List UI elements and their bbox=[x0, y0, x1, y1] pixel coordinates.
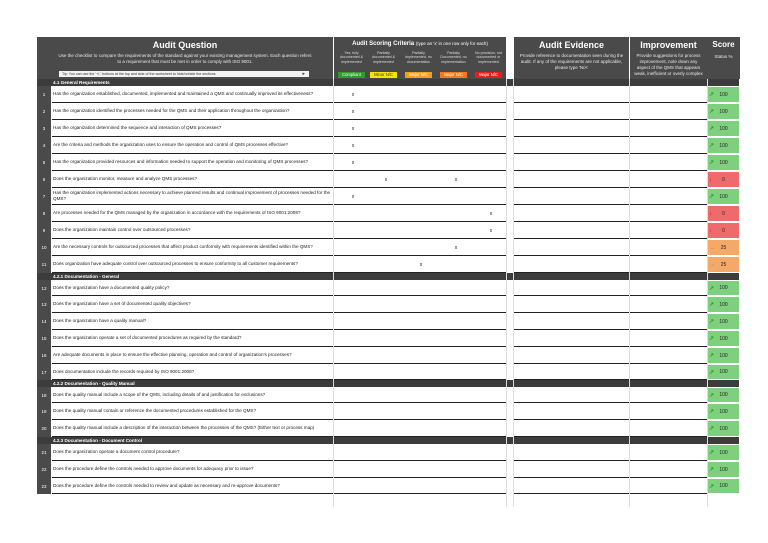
evidence-cell[interactable] bbox=[514, 239, 629, 256]
checklist-row bbox=[37, 330, 739, 347]
criteria-header bbox=[334, 37, 506, 79]
criteria-cell[interactable] bbox=[334, 296, 506, 313]
up-arrow-icon: ↗ bbox=[709, 126, 715, 132]
up-arrow-icon: ↗ bbox=[709, 483, 715, 490]
score-value: 100 bbox=[719, 193, 728, 200]
improvement-cell[interactable] bbox=[630, 86, 707, 103]
question-text: Does the organization operate a set of documented procedures as required by the standard? bbox=[52, 330, 333, 347]
criteria-cell[interactable] bbox=[334, 420, 506, 437]
tip-text: Tip: You can use the '+/-' buttons at the top and side of the worksheet to hide/unhide the sections bbox=[62, 72, 216, 76]
row-number: 4 bbox=[37, 137, 51, 154]
checklist-row bbox=[37, 347, 739, 364]
score-cell bbox=[708, 445, 739, 460]
score-value: 25 bbox=[720, 261, 727, 268]
checklist-row bbox=[37, 403, 739, 420]
score-value: 0 bbox=[722, 210, 725, 217]
down-arrow-icon: ↓ bbox=[709, 176, 712, 183]
criteria-mark[interactable]: x bbox=[489, 210, 493, 217]
audit-evidence-description: Provide reference to documentation seen during the audit. If any of the requirements are not applicable, please type 'N/A' bbox=[519, 53, 624, 70]
score-cell bbox=[708, 281, 739, 295]
score-cell bbox=[708, 404, 739, 419]
score-value: 100 bbox=[719, 108, 728, 115]
up-arrow-icon: ↗ bbox=[709, 285, 715, 292]
score-cell bbox=[708, 189, 739, 204]
criteria-cell[interactable] bbox=[334, 137, 506, 154]
score-value: 100 bbox=[719, 408, 728, 415]
question-text: Does the quality manual include a description of the interaction between the processes of the QMS? (Either text or process map) bbox=[52, 420, 333, 437]
improvement-cell[interactable] bbox=[630, 188, 707, 205]
evidence-cell[interactable] bbox=[514, 313, 629, 330]
evidence-cell[interactable] bbox=[514, 461, 629, 478]
score-value: 100 bbox=[719, 425, 728, 432]
evidence-cell[interactable] bbox=[514, 256, 629, 273]
criteria-cell[interactable] bbox=[334, 444, 506, 461]
score-cell bbox=[708, 421, 739, 436]
improvement-cell[interactable] bbox=[630, 222, 707, 239]
score-value: 100 bbox=[719, 301, 728, 308]
criteria-cell[interactable] bbox=[334, 478, 506, 494]
criteria-mark[interactable]: x bbox=[384, 176, 388, 183]
score-cell bbox=[708, 87, 739, 102]
criteria-cell[interactable] bbox=[334, 364, 506, 380]
criteria-mark[interactable]: x bbox=[489, 227, 493, 234]
checklist-row bbox=[37, 188, 739, 205]
criteria-note: (type an 'x' in one row only for each) bbox=[415, 41, 488, 46]
criteria-cell[interactable] bbox=[334, 239, 506, 256]
section-header bbox=[37, 273, 739, 280]
side-arrow-icon: → bbox=[709, 261, 715, 268]
up-arrow-icon: ↗ bbox=[709, 426, 715, 432]
question-text: Does the organization have a documented quality policy? bbox=[52, 280, 333, 296]
improvement-box bbox=[630, 37, 707, 79]
question-text: Does the organization monitor, measure and analyze QMS processes? bbox=[52, 171, 333, 188]
side-arrow-icon: → bbox=[709, 244, 715, 251]
up-arrow-icon: ↗ bbox=[709, 194, 715, 200]
up-arrow-icon: ↗ bbox=[709, 409, 715, 415]
question-text: Does organization have adequate control over outsourced processes to ensure conformity to all customer requirements? bbox=[52, 256, 333, 273]
score-cell bbox=[708, 223, 739, 238]
row-number: 2 bbox=[37, 103, 51, 120]
criteria-cell[interactable] bbox=[334, 188, 506, 205]
row-number: 23 bbox=[37, 478, 51, 494]
section-header bbox=[37, 380, 739, 387]
score-cell bbox=[708, 240, 739, 255]
tip-box bbox=[59, 71, 309, 77]
checklist-row bbox=[37, 103, 739, 120]
score-value: 25 bbox=[720, 244, 727, 251]
question-text: Does the quality manual contain or reference the documented procedures established for the QMS? bbox=[52, 403, 333, 420]
question-text: Are the necessary controls for outsourced processes that affect product conformity with requirements identified within the QMS? bbox=[52, 239, 333, 256]
row-number: 17 bbox=[37, 364, 51, 380]
question-text: Does the organization maintain control over outsourced processes? bbox=[52, 222, 333, 239]
criteria-cell[interactable] bbox=[334, 313, 506, 330]
checklist-row bbox=[37, 280, 739, 296]
evidence-cell[interactable] bbox=[514, 154, 629, 171]
score-value: 0 bbox=[722, 176, 725, 183]
question-text: Does the quality manual include a scope of the QMS, including details of and justification for exclusions? bbox=[52, 387, 333, 403]
audit-evidence-title: Audit Evidence bbox=[538, 40, 604, 50]
criteria-label-2: Partially documented & implemented bbox=[371, 51, 396, 64]
criteria-cell[interactable] bbox=[334, 120, 506, 137]
question-text: Has the organization implemented actions necessary to achieve planned results and continual improvement of processes needed for the QMS? bbox=[52, 188, 333, 205]
evidence-cell[interactable] bbox=[514, 444, 629, 461]
criteria-cell[interactable] bbox=[334, 387, 506, 403]
row-number: 1 bbox=[37, 86, 51, 103]
row-number: 12 bbox=[37, 280, 51, 296]
criteria-cell[interactable] bbox=[334, 86, 506, 103]
row-number: 21 bbox=[37, 444, 51, 461]
row-number: 20 bbox=[37, 420, 51, 437]
improvement-cell[interactable] bbox=[630, 313, 707, 330]
row-number: 22 bbox=[37, 461, 51, 478]
criteria-mark[interactable]: x bbox=[419, 261, 423, 268]
criteria-title-line bbox=[334, 41, 506, 47]
criteria-mark[interactable]: x bbox=[351, 91, 355, 98]
checklist-row bbox=[37, 364, 739, 380]
score-value: 100 bbox=[719, 466, 728, 473]
score-value: 100 bbox=[719, 285, 728, 291]
improvement-cell[interactable] bbox=[630, 347, 707, 364]
column-divider bbox=[629, 79, 630, 507]
score-value: 0 bbox=[722, 227, 725, 234]
criteria-cell[interactable] bbox=[334, 154, 506, 171]
evidence-cell[interactable] bbox=[514, 103, 629, 120]
audit-question-header bbox=[37, 37, 333, 79]
audit-question-description: Use the checklist to compare the requirements of the standard against your existing management system. Each question refers to a requirement that must be met in order to comply with ISO 9001. bbox=[58, 53, 312, 64]
checklist-row bbox=[37, 222, 739, 239]
evidence-cell[interactable] bbox=[514, 86, 629, 103]
collapse-arrow-icon[interactable]: ▸ bbox=[302, 71, 305, 77]
criteria-mark[interactable]: x bbox=[454, 176, 458, 183]
evidence-cell[interactable] bbox=[514, 387, 629, 403]
section-title: 4.2.2 Documentation - Quality Manual bbox=[53, 381, 135, 386]
section-header bbox=[37, 437, 739, 444]
criteria-mark[interactable]: x bbox=[351, 125, 355, 132]
up-arrow-icon: ↗ bbox=[709, 109, 715, 115]
evidence-cell[interactable] bbox=[514, 188, 629, 205]
score-value: 100 bbox=[719, 483, 728, 489]
score-value: 100 bbox=[719, 392, 728, 398]
row-number: 16 bbox=[37, 347, 51, 364]
section-title: 4.2.1 Documentation - General bbox=[53, 274, 120, 279]
audit-checklist-sheet bbox=[37, 37, 739, 507]
criteria-mark[interactable]: x bbox=[351, 108, 355, 115]
question-text: Does the organization operate a document control procedure? bbox=[52, 444, 333, 461]
checklist-row bbox=[37, 461, 739, 478]
criteria-cell[interactable] bbox=[334, 205, 506, 222]
checklist-row bbox=[37, 137, 739, 154]
checklist-row bbox=[37, 120, 739, 137]
row-number: 13 bbox=[37, 296, 51, 313]
improvement-cell[interactable] bbox=[630, 120, 707, 137]
evidence-cell[interactable] bbox=[514, 280, 629, 296]
evidence-cell[interactable] bbox=[514, 403, 629, 420]
criteria-cell[interactable] bbox=[334, 222, 506, 239]
up-arrow-icon: ↗ bbox=[709, 302, 715, 308]
evidence-cell[interactable] bbox=[514, 364, 629, 380]
question-text: Has the organization identified the processes needed for the QMS and their application throughout the organization? bbox=[52, 103, 333, 120]
score-cell bbox=[708, 257, 739, 272]
checklist-row bbox=[37, 296, 739, 313]
checklist-row bbox=[37, 444, 739, 461]
criteria-cell[interactable] bbox=[334, 280, 506, 296]
improvement-cell[interactable] bbox=[630, 478, 707, 494]
audit-question-title: Audit Question bbox=[152, 40, 218, 50]
question-text: Has the organization provided resources and information needed to support the operation and monitoring of QMS processes? bbox=[52, 154, 333, 171]
score-title: Score bbox=[712, 40, 735, 49]
question-text: Are adequate documents in place to ensure the effective planning, operation and control of organization's processes? bbox=[52, 347, 333, 364]
criteria-cell[interactable] bbox=[334, 171, 506, 188]
score-cell bbox=[708, 314, 739, 329]
checklist-row bbox=[37, 478, 739, 494]
checklist-row bbox=[37, 86, 739, 103]
criteria-chip-1: Compliant bbox=[338, 72, 365, 78]
row-number: 10 bbox=[37, 239, 51, 256]
section-header bbox=[37, 79, 739, 86]
score-cell bbox=[708, 297, 739, 312]
evidence-cell[interactable] bbox=[514, 171, 629, 188]
score-cell bbox=[708, 172, 739, 187]
criteria-label-1: Yes, fully documented & implemented bbox=[339, 51, 364, 64]
down-arrow-icon: ↓ bbox=[709, 227, 712, 234]
evidence-cell[interactable] bbox=[514, 205, 629, 222]
score-value: 100 bbox=[719, 352, 728, 359]
improvement-cell[interactable] bbox=[630, 171, 707, 188]
improvement-description: Provide suggestions for process improvement, note down any aspect of the QMS that appears weak, inefficient or overly complex bbox=[634, 53, 703, 76]
up-arrow-icon: ↗ bbox=[709, 160, 715, 166]
checklist-row bbox=[37, 420, 739, 437]
up-arrow-icon: ↗ bbox=[709, 392, 715, 399]
criteria-mark[interactable]: x bbox=[351, 159, 355, 166]
section-title: 4.2.3 Documentation - Document Control bbox=[53, 438, 143, 443]
evidence-cell[interactable] bbox=[514, 330, 629, 347]
audit-evidence-header bbox=[514, 37, 629, 79]
criteria-label-3: Partially implemented, no documentation bbox=[405, 51, 432, 64]
up-arrow-icon: ↗ bbox=[709, 450, 715, 456]
criteria-chip-4: Major N/C bbox=[440, 72, 467, 78]
score-cell bbox=[708, 155, 739, 170]
improvement-cell[interactable] bbox=[630, 403, 707, 420]
column-divider bbox=[513, 79, 514, 507]
checklist-row bbox=[37, 313, 739, 330]
criteria-chip-5: Major N/C bbox=[475, 72, 502, 78]
score-cell bbox=[708, 388, 739, 402]
question-text: Does documentation include the records required by ISO 9001:2008? bbox=[52, 364, 333, 380]
section-title: 4.1 General Requirements bbox=[53, 80, 110, 85]
evidence-cell[interactable] bbox=[514, 347, 629, 364]
evidence-cell[interactable] bbox=[514, 120, 629, 137]
evidence-cell[interactable] bbox=[514, 420, 629, 437]
score-value: 100 bbox=[719, 449, 728, 456]
improvement-cell[interactable] bbox=[630, 103, 707, 120]
criteria-cell[interactable] bbox=[334, 403, 506, 420]
score-description: Status % bbox=[714, 54, 733, 59]
score-value: 100 bbox=[719, 318, 728, 325]
row-number: 5 bbox=[37, 154, 51, 171]
row-number: 19 bbox=[37, 403, 51, 420]
criteria-chip-3: Major N/C bbox=[405, 72, 432, 78]
row-number: 8 bbox=[37, 205, 51, 222]
checklist-row bbox=[37, 205, 739, 222]
criteria-label-4: Partially Documented, no implementation bbox=[440, 51, 467, 64]
column-divider bbox=[506, 79, 507, 507]
up-arrow-icon: ↗ bbox=[709, 319, 715, 325]
improvement-cell[interactable] bbox=[630, 256, 707, 273]
score-value: 100 bbox=[719, 142, 728, 149]
criteria-mark[interactable]: x bbox=[351, 142, 355, 149]
improvement-cell[interactable] bbox=[630, 239, 707, 256]
score-value: 100 bbox=[719, 125, 728, 132]
criteria-cell[interactable] bbox=[334, 347, 506, 364]
up-arrow-icon: ↗ bbox=[709, 92, 715, 98]
score-cell bbox=[708, 348, 739, 363]
improvement-cell[interactable] bbox=[630, 444, 707, 461]
score-cell bbox=[708, 121, 739, 136]
question-text: Are the criteria and methods the organization uses to ensure the operation and control of QMS processes effective? bbox=[52, 137, 333, 154]
criteria-mark[interactable]: x bbox=[351, 193, 355, 200]
improvement-cell[interactable] bbox=[630, 420, 707, 437]
column-divider bbox=[333, 79, 334, 507]
score-cell bbox=[708, 206, 739, 221]
improvement-cell[interactable] bbox=[630, 364, 707, 380]
checklist-row bbox=[37, 154, 739, 171]
improvement-title: Improvement bbox=[640, 40, 697, 50]
score-cell bbox=[708, 331, 739, 346]
up-arrow-icon: ↗ bbox=[709, 369, 715, 376]
criteria-cell[interactable] bbox=[334, 103, 506, 120]
question-text: Does the organization have a set of documented quality objectives? bbox=[52, 296, 333, 313]
row-number: 18 bbox=[37, 387, 51, 403]
improvement-cell[interactable] bbox=[630, 154, 707, 171]
criteria-label-5: No provision, not documented or implemented bbox=[475, 51, 502, 64]
question-text: Does the procedure define the controls needed to review and update as necessary and re-approve documents? bbox=[52, 478, 333, 494]
checklist-row bbox=[37, 256, 739, 273]
criteria-cell[interactable] bbox=[334, 330, 506, 347]
criteria-mark[interactable]: x bbox=[454, 244, 458, 251]
column-divider bbox=[707, 79, 708, 507]
row-number: 3 bbox=[37, 120, 51, 137]
score-value: 100 bbox=[719, 91, 728, 98]
evidence-cell[interactable] bbox=[514, 296, 629, 313]
improvement-cell[interactable] bbox=[630, 387, 707, 403]
score-value: 100 bbox=[719, 369, 728, 375]
criteria-title: Audit Scoring Criteria bbox=[352, 41, 415, 47]
row-number: 14 bbox=[37, 313, 51, 330]
criteria-cell[interactable] bbox=[334, 461, 506, 478]
score-cell bbox=[708, 365, 739, 379]
improvement-cell[interactable] bbox=[630, 205, 707, 222]
score-header bbox=[708, 37, 739, 79]
row-number: 6 bbox=[37, 171, 51, 188]
up-arrow-icon: ↗ bbox=[709, 143, 715, 149]
up-arrow-icon: ↗ bbox=[709, 336, 715, 342]
evidence-cell[interactable] bbox=[514, 137, 629, 154]
improvement-cell[interactable] bbox=[630, 296, 707, 313]
question-text: Does the organization have a quality manual? bbox=[52, 313, 333, 330]
score-value: 100 bbox=[719, 335, 728, 342]
improvement-cell[interactable] bbox=[630, 330, 707, 347]
checklist-row bbox=[37, 387, 739, 403]
question-text: Has the organization established, documented, implemented and maintained a QMS and continually improved its effectiveness? bbox=[52, 86, 333, 103]
score-cell bbox=[708, 138, 739, 153]
improvement-cell[interactable] bbox=[630, 461, 707, 478]
question-text: Are processes needed for the QMS managed by the organization in accordance with the requirements of ISO 9001:2008? bbox=[52, 205, 333, 222]
row-number: 7 bbox=[37, 188, 51, 205]
down-arrow-icon: ↓ bbox=[709, 210, 712, 217]
question-text: Has the organization determined the sequence and interaction of QMS processes? bbox=[52, 120, 333, 137]
evidence-cell[interactable] bbox=[514, 222, 629, 239]
score-cell bbox=[708, 462, 739, 477]
row-number: 11 bbox=[37, 256, 51, 273]
up-arrow-icon: ↗ bbox=[709, 353, 715, 359]
checklist-row bbox=[37, 239, 739, 256]
row-number: 15 bbox=[37, 330, 51, 347]
improvement-cell[interactable] bbox=[630, 280, 707, 296]
checklist-row bbox=[37, 171, 739, 188]
score-cell bbox=[708, 104, 739, 119]
improvement-cell[interactable] bbox=[630, 137, 707, 154]
row-number: 9 bbox=[37, 222, 51, 239]
question-text: Does the procedure define the controls needed to approve documents for adequacy prior to issue? bbox=[52, 461, 333, 478]
score-cell bbox=[708, 479, 739, 493]
score-value: 100 bbox=[719, 159, 728, 166]
evidence-cell[interactable] bbox=[514, 478, 629, 494]
up-arrow-icon: ↗ bbox=[709, 467, 715, 473]
criteria-chip-2: Minor N/C bbox=[370, 72, 397, 78]
